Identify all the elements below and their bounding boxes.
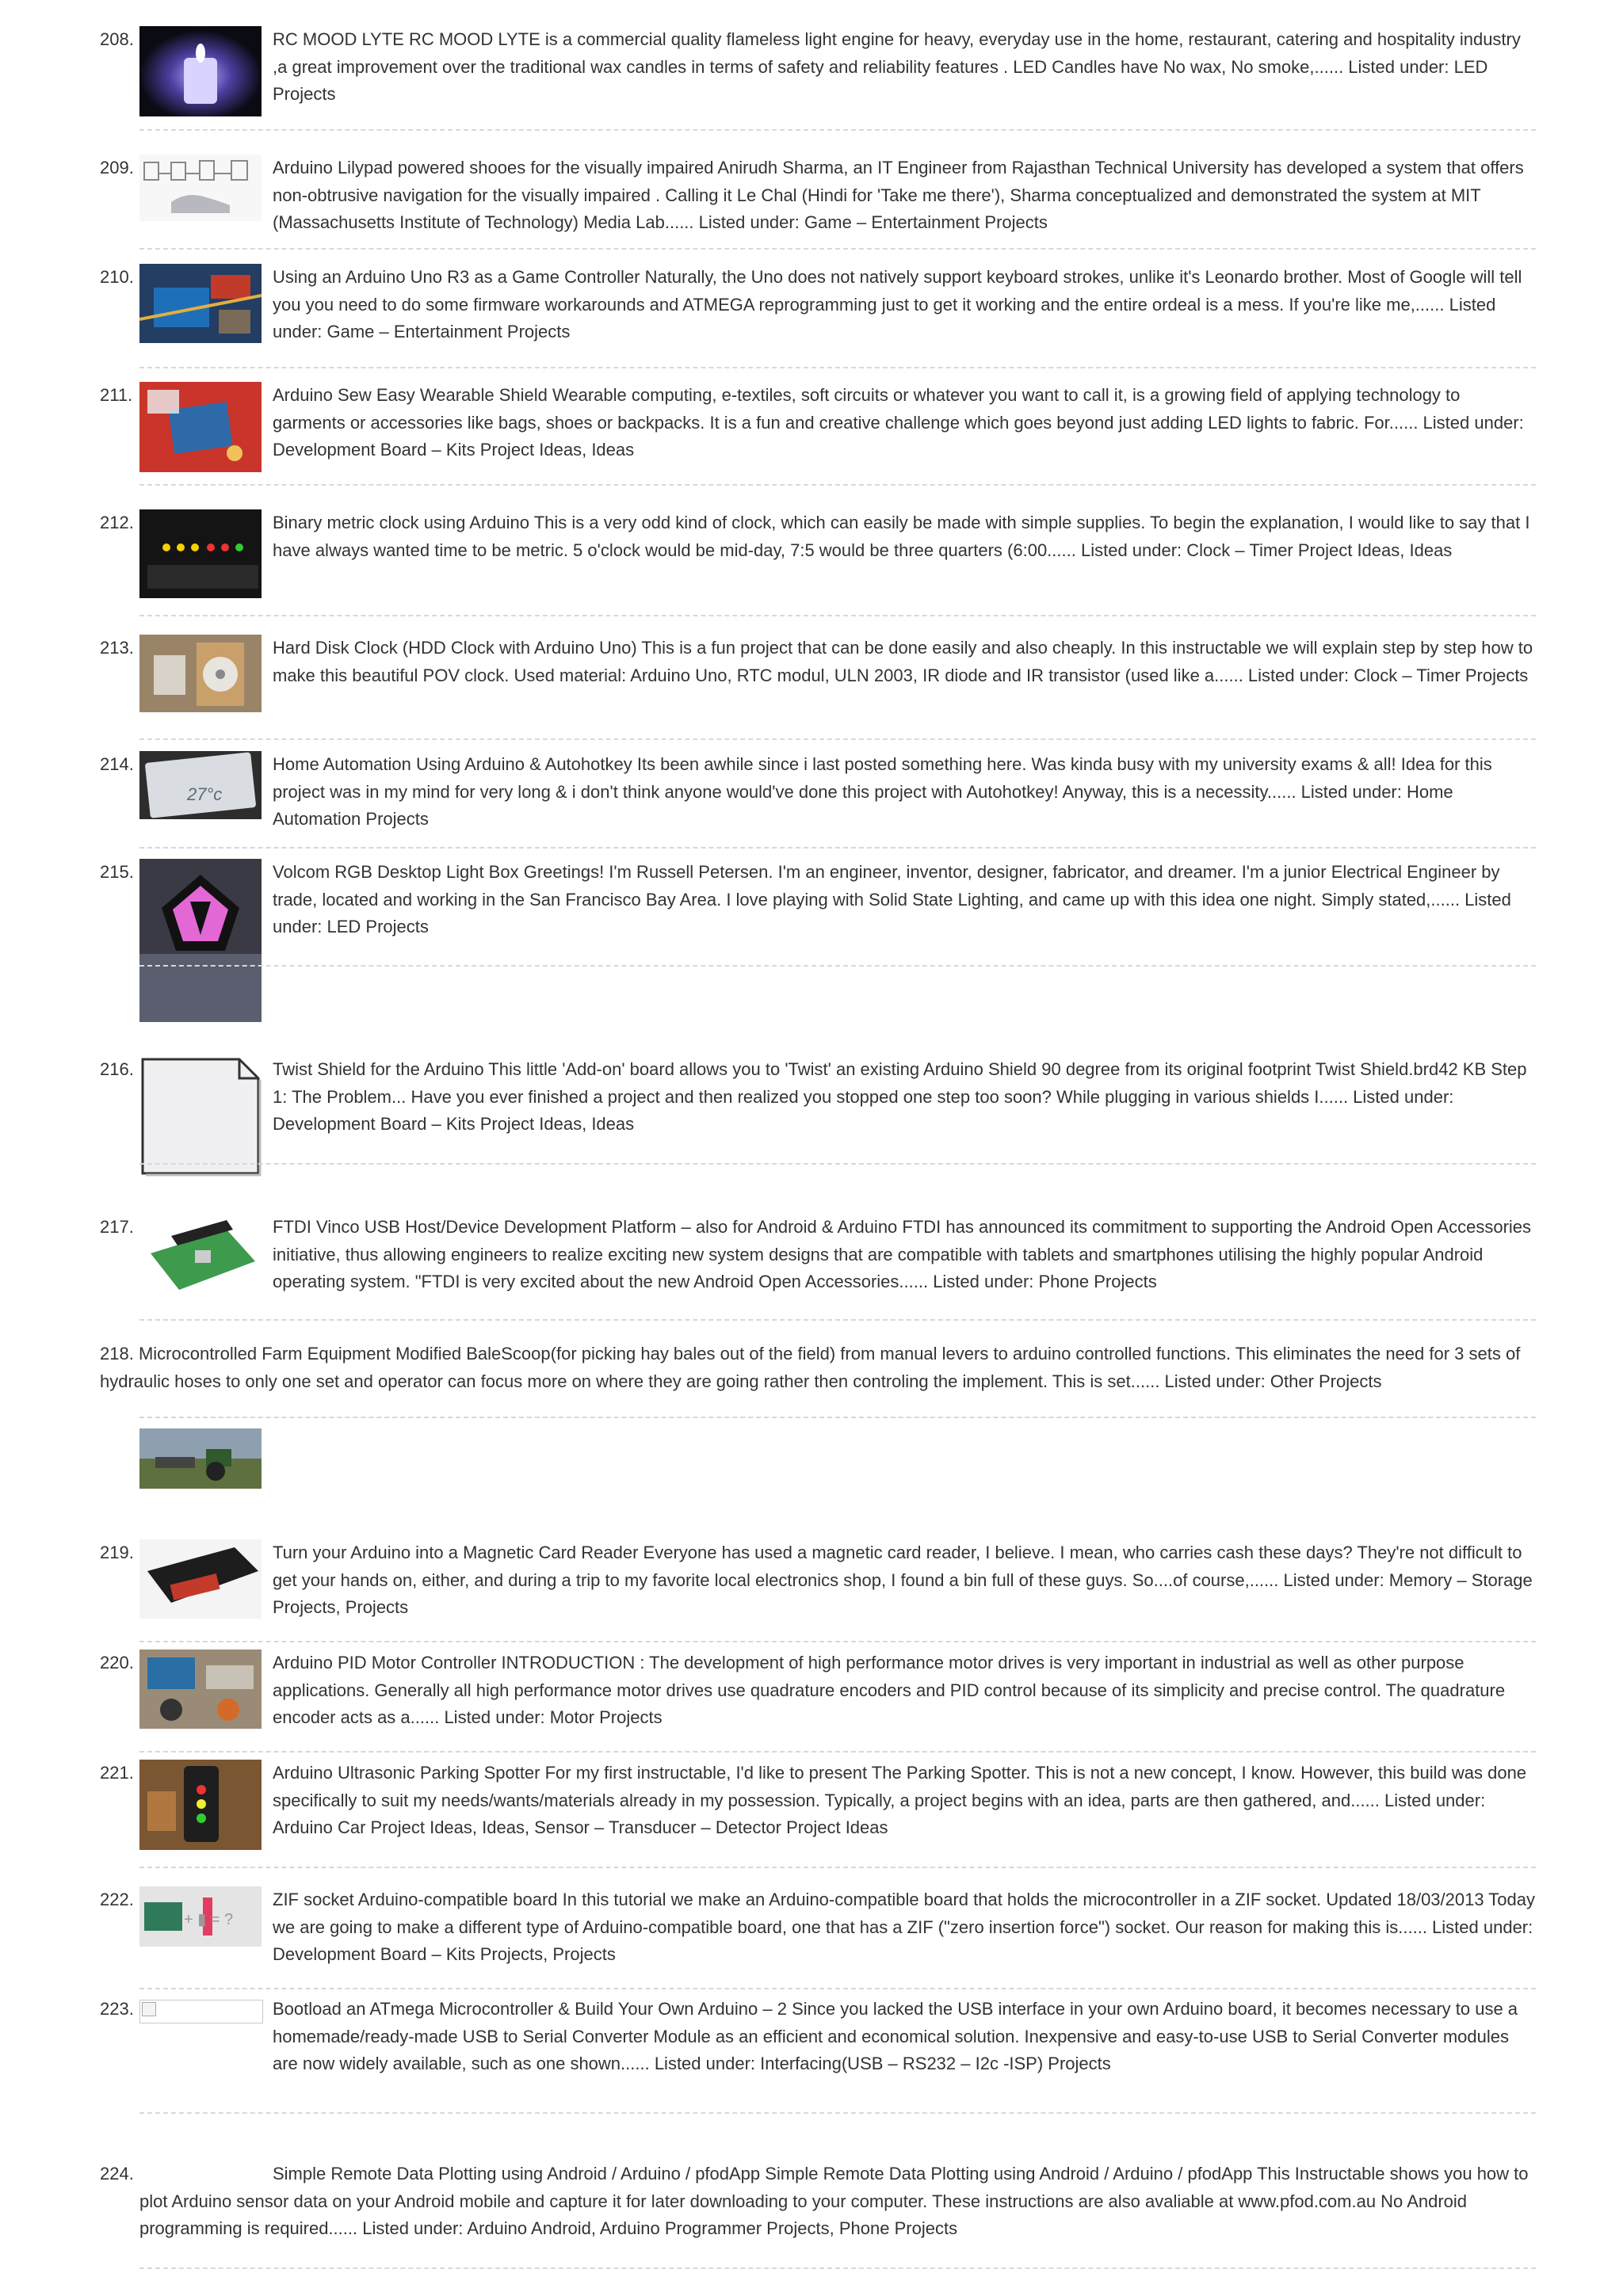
zif-equation-text: + ▮ = ? xyxy=(184,1911,234,1928)
volcom-lightbox-photo[interactable] xyxy=(139,859,262,1022)
item-number: 213. xyxy=(100,638,134,658)
item-number: 211. xyxy=(100,385,133,405)
motor-controller-photo[interactable] xyxy=(139,1650,262,1729)
item-number: 218. xyxy=(100,1344,134,1363)
document-icon[interactable] xyxy=(139,1056,262,1178)
item-number: 208. xyxy=(100,29,134,49)
item-text: Home Automation Using Arduino & Autohotkey Its been awhile since i last posted something here. Was kinda busy with my university exams & all! Idea for this project was in my mind for very long & i don't think anyone would've done this project with Autohotkey! Anyway, this is a necessity...... Listed under: Home Automation Projects xyxy=(273,754,1492,829)
divider xyxy=(139,1867,1536,1868)
divider xyxy=(139,615,1536,616)
item-text: Twist Shield for the Arduino This little 'Add-on' board allows you to 'Twist' an existing Arduino Shield 90 degree from its original footprint Twist Shield.brd42 KB Step 1: The Problem... Have you ever finished a project and then realized you stopped one step too soon? While plugging in various shields I...... Listed under: Development Board – Kits Project Ideas, Ideas xyxy=(273,1059,1527,1134)
item-text: Arduino Ultrasonic Parking Spotter For my first instructable, I'd like to present The Parking Spotter. This is not a new concept, I know. However, this build was done specifically to suit my needs/wants/materials already in my possession. Typically, a project begins with an idea, parts are then gathered, and...... Listed under: Arduino Car Project Ideas, Ideas, Sensor – Transducer – Detector Project Ideas xyxy=(273,1763,1527,1837)
parking-spotter-photo[interactable] xyxy=(139,1760,262,1850)
divider xyxy=(139,1319,1536,1321)
item-text: Turn your Arduino into a Magnetic Card Reader Everyone has used a magnetic card reader, I believe. I mean, who carries cash these days? They're not difficult to get your hands on, either, and during a trip to my favorite local electronics shop, I found a bin full of these guys. So....of course,...... Listed under: Memory – Storage Projects, Projects xyxy=(273,1543,1533,1617)
item-text: Volcom RGB Desktop Light Box Greetings! I'm Russell Petersen. I'm an engineer, inventor, designer, fabricator, and dreamer. I'm a junior Electrical Engineer by trade, located and working in the San Francisco Bay Area. I love playing with Solid State Lighting, and came up with this idea one night. Simply stated,...... Listed under: LED Projects xyxy=(273,862,1511,936)
item-number: 216. xyxy=(100,1059,134,1079)
item-number: 224. xyxy=(100,2164,134,2183)
item-body: Microcontrolled Farm Equipment Modified BaleScoop(for picking hay bales out of the field) from manual levers to arduino controlled functions. This eliminates the need for 3 sets of hydraulic hoses to only one set and operator can focus more on where they are going rather then controling the implement. This is set...... Listed under: Other Projects xyxy=(100,1344,1521,1391)
card-reader-photo[interactable] xyxy=(139,1539,262,1619)
item-text: Arduino Lilypad powered shooes for the visually impaired Anirudh Sharma, an IT Engineer from Rajasthan Technical University has developed a system that offers non-obtrusive navigation for the visually impaired . Calling it Le Chal (Hindi for 'Take me there'), Sharma conceptualized and demonstrated the system at MIT (Massachusetts Institute of Technology) Media Lab...... Listed under: Game – Entertainment Projects xyxy=(273,158,1524,232)
item-text xyxy=(139,2161,1536,2243)
temperature-display-photo[interactable] xyxy=(139,751,262,819)
item-text: ZIF socket Arduino-compatible board In this tutorial we make an Arduino-compatible board that holds the microcontroller in a ZIF socket. Updated 18/03/2013 Today we are going to make a different type of Arduino-compatible board, one that has a ZIF ("zero insertion force") socket. Our reason for making this is...... Listed under: Development Board – Kits Projects, Projects xyxy=(273,1890,1536,1964)
broken-image[interactable] xyxy=(139,2000,263,2023)
item-body: Simple Remote Data Plotting using Android / Arduino / pfodApp Simple Remote Data Plotting using Android / Arduino / pfodApp This Instructable shows you how to plot Arduino sensor data on your Android mobile and capture it for later downloading to your computer. These instructions are also avaliable at www.pfod.com.au No Android programming is required...... Listed under: Arduino Android, Arduino Programmer Projects, Phone Projects xyxy=(139,2164,1529,2238)
divider xyxy=(139,367,1536,368)
hdd-clock-photo[interactable] xyxy=(139,635,262,712)
divider xyxy=(139,484,1536,486)
divider xyxy=(139,1751,1536,1753)
item-text: Bootload an ATmega Microcontroller & Build Your Own Arduino – 2 Since you lacked the USB interface in your own Arduino board, it becomes necessary to use a homemade/ready-made USB to Serial Converter Module as an efficient and economical solution. Inexpensive and easy-to-use USB to Serial Converter modules are now widely available, such as one shown...... Listed under: Interfacing(USB – RS232 – I2c -ISP) Projects xyxy=(273,1999,1518,2073)
divider xyxy=(139,1417,1536,1418)
divider xyxy=(139,847,1536,849)
arduino-controller-photo[interactable] xyxy=(139,264,262,343)
item-text: Arduino PID Motor Controller INTRODUCTION : The development of high performance motor drives is very important in industrial as well as other purpose applications. Generally all high performance motor drives use quadrature encoders and PID control because of its simplicity and precise control. The quadrature encoder acts as a...... Listed under: Motor Projects xyxy=(273,1653,1506,1727)
broken-image-icon xyxy=(142,2002,156,2016)
candle-photo[interactable] xyxy=(139,26,262,116)
divider xyxy=(139,2112,1536,2114)
binary-clock-photo[interactable] xyxy=(139,509,262,598)
shoe-diagram[interactable] xyxy=(139,154,262,221)
item-number: 222. xyxy=(100,1890,134,1909)
divider xyxy=(139,129,1536,131)
item-text: FTDI Vinco USB Host/Device Development Platform – also for Android & Arduino FTDI has announced its commitment to supporting the Android Open Accessories initiative, thus allowing engineers to realize exciting new system designs that are compatible with tablets and smartphones utilising the highly popular Android operating system. "FTDI is very excited about the new Android Open Accessories...... Listed under: Phone Projects xyxy=(273,1217,1532,1291)
temperature-readout: 27°c xyxy=(187,784,223,804)
item-text: RC MOOD LYTE RC MOOD LYTE is a commercial quality flameless light engine for heavy, everyday use in the home, restaurant, catering and hospitality industry ,a great improvement over the traditional wax candles in terms of safety and reliability features . LED Candles have No wax, No smoke,...... Listed under: LED Projects xyxy=(273,29,1521,104)
divider xyxy=(139,965,1536,967)
sewing-shield-photo[interactable] xyxy=(139,382,262,472)
divider xyxy=(139,1988,1536,1989)
item-number: 217. xyxy=(100,1217,134,1237)
item-text: Using an Arduino Uno R3 as a Game Controller Naturally, the Uno does not natively support keyboard strokes, unlike it's Leonardo brother. Most of Google will tell you you need to do some firmware workarounds and ATMEGA reprogramming just to get it working and the entire ordeal is a mess. If you're like me,...... Listed under: Game – Entertainment Projects xyxy=(273,267,1522,341)
item-number: 214. xyxy=(100,754,134,774)
item-number: 220. xyxy=(100,1653,134,1672)
item-number: 212. xyxy=(100,513,134,532)
item-number: 210. xyxy=(100,267,134,287)
item-number: 209. xyxy=(100,158,134,177)
item-text: Binary metric clock using Arduino This is a very odd kind of clock, which can easily be made with simple supplies. To begin the explanation, I would like to say that I have always wanted time to be metric. 5 o'clock would be mid-day, 7:5 would be three quarters (6:00...... Listed under: Clock – Timer Project Ideas, Ideas xyxy=(273,513,1530,560)
divider xyxy=(139,738,1536,740)
item-text: Arduino Sew Easy Wearable Shield Wearable computing, e-textiles, soft circuits or whatever you want to call it, is a growing field of applying technology to garments or accessories like bags, shoes or backpacks. It is a fun and creative challenge which goes beyond just adding LED lights to fabric. For...... Listed under: Development Board – Kits Project Ideas, Ideas xyxy=(273,385,1524,460)
item-text xyxy=(100,1341,1536,1395)
zif-equation-photo[interactable] xyxy=(139,1886,262,1947)
item-number: 219. xyxy=(100,1543,134,1562)
tractor-photo[interactable] xyxy=(139,1428,262,1489)
divider xyxy=(139,2267,1536,2269)
divider xyxy=(139,1641,1536,1642)
item-text: Hard Disk Clock (HDD Clock with Arduino Uno) This is a fun project that can be done easily and also cheaply. In this instructable we will explain step by step how to make this beautiful POV clock. Used material: Arduino Uno, RTC modul, ULN 2003, IR diode and IR transistor (used like a...... Listed under: Clock – Timer Projects xyxy=(273,638,1533,685)
divider xyxy=(139,1163,1536,1165)
ftdi-board-photo[interactable] xyxy=(139,1214,262,1301)
item-number: 221. xyxy=(100,1763,134,1783)
item-number: 223. xyxy=(100,1999,134,2019)
item-number: 215. xyxy=(100,862,134,882)
divider xyxy=(139,248,1536,250)
